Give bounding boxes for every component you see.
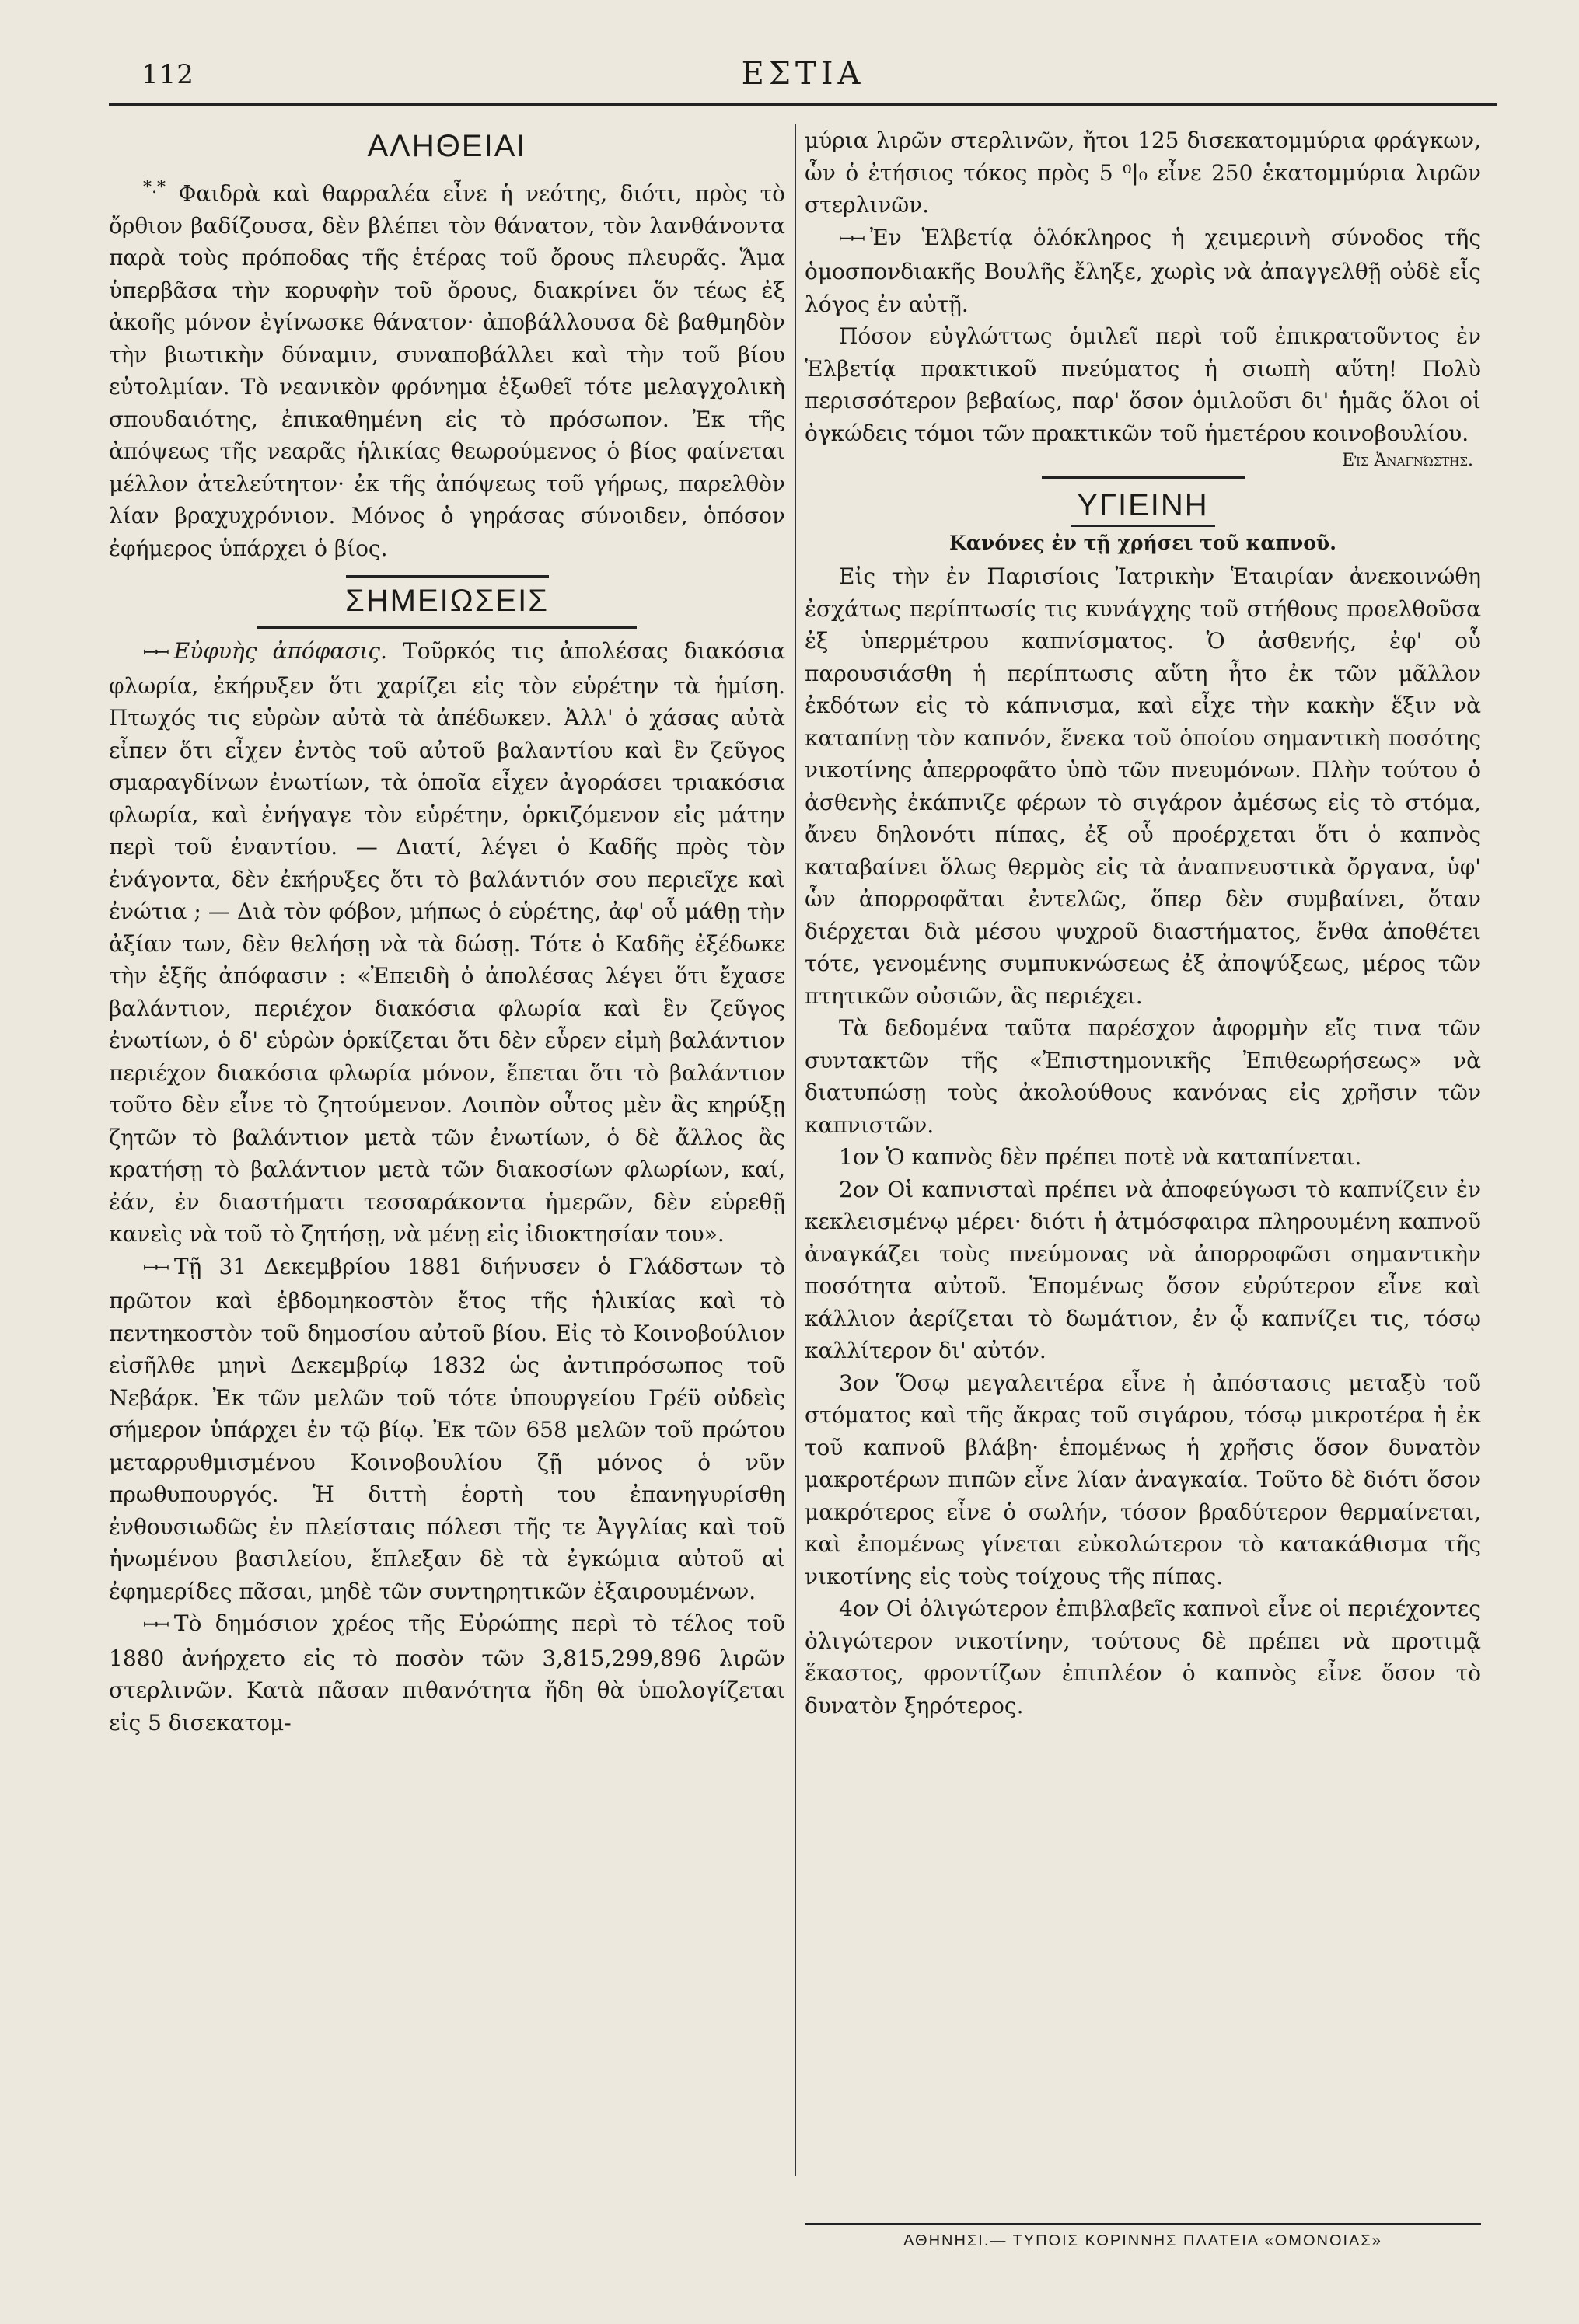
- section-divider: [346, 575, 549, 578]
- page-number: 112: [141, 59, 194, 90]
- column-divider: [795, 124, 796, 2176]
- note-bullet-icon: ꟷꟷ: [839, 229, 864, 249]
- hygiene-rule: 4ον Οἱ ὀλιγώτερον ἐπιβλαβεῖς καπνοὶ εἶνε οἱ περιέχοντες ὀλιγώτερον νικοτίνην, τούτους δὲ πρέπει νὰ προτιμᾷ ἕκαστος, φροντίζων ἐπιπλέον ὁ καπνὸς εἶνε ὅσον τὸ δυνατὸν ξηρότερος.: [805, 1596, 1481, 1719]
- continuation-paragraph: μύρια λιρῶν στερλινῶν, ἤτοι 125 δισεκατομμύρια φράγκων, ὧν ὁ ἐτήσιος τόκος πρὸς 5 ⁰|₀ εἶνε 250 ἑκατομμύρια λιρῶν στερλινῶν.: [805, 127, 1481, 218]
- note-paragraph: [805, 222, 1481, 321]
- hygiene-rule: 2ον Οἱ καπνισταὶ πρέπει νὰ ἀποφεύγωσι τὸ καπνίζειν ἐν κεκλεισμένῳ μέρει· διότι ἡ ἀτμόσφαιρα πληρουμένη καπνοῦ ἀναγκάζει τοὺς πνεύμονας νὰ ἀπορροφῶσι σημαντικὴν ποσότητα αὐτοῦ. Ἑπομένως ὅσον εὐρύτερον εἶνε καὶ κάλλιον ἀερίζεται τὸ δωμάτιον, ἐν ᾧ καπνίζει τις, τόσῳ καλλίτερον δι' αὐτόν.: [805, 1176, 1481, 1363]
- note-bullet-icon: ꟷꟷ: [143, 1258, 168, 1279]
- asterism-marker: *.*: [143, 178, 166, 197]
- note-paragraph: [109, 1251, 785, 1608]
- note-text: Τὸ δημόσιον χρέος τῆς Εὐρώπης περὶ τὸ τέλος τοῦ 1880 ἀνήρχετο εἰς τὸ ποσὸν τῶν 3,815,299,896 λιρῶν στερλινῶν. Κατὰ πᾶσαν πιθανότητα ἤδη θὰ ὑπολογίζεται εἰς 5 δισεκατομ-: [109, 1610, 785, 1736]
- aletheiai-text: Φαιδρὰ καὶ θαρραλέα εἶνε ἡ νεότης, διότι, πρὸς τὸ ὄρθιον βαδίζουσα, δὲν βλέπει τὸν θάνατον, τὸν λανθάνοντα παρὰ τοὺς πρόποδας τῆς ἑτέρας τοῦ ὄρους πλευρᾶς. Ἅμα ὑπερβᾶσα τὴν κορυφὴν τοῦ ὄρους, διακρίνει ὅν τέως ἐξ ἀκοῆς μόνον ἐγίνωσκε θάνατον· ἀποβάλλουσα δὲ βαθμηδὸν τὴν βιωτικὴν δύναμιν, συναποβάλλει καὶ τὴν τοῦ βίου εὐτολμίαν. Τὸ νεανικὸν φρόνημα ἐξωθεῖ τότε μελαγχολικὴ σπουδαιότης, ἐπικαθημένη εἰς τὸ πρόσωπον. Ἐκ τῆς ἀπόψεως τῆς νεαρᾶς ἡλικίας θεωρούμενος ὁ βίος φαίνεται μέλλον ἀτελεύτητον· ἐκ τῆς ἀπόψεως τοῦ γήρως, παρελθὸν λίαν βραχυχρόνιον. Μόνος ὁ γηράσας σύνοιδεν, ὁπόσον ἐφήμερος ὑπάρχει ὁ βίος.: [109, 180, 785, 561]
- hygiene-subtitle: Κανόνες ἐν τῇ χρήσει τοῦ καπνοῦ.: [949, 532, 1336, 554]
- note-text: Ἐν Ἑλβετίᾳ ὁλόκληρος ἡ χειμερινὴ σύνοδος τῆς ὁμοσπονδιακῆς Βουλῆς ἔληξε, χωρὶς νὰ ἀπαγγελθῇ οὐδὲ εἷς λόγος ἐν αὐτῇ.: [805, 224, 1481, 317]
- aletheiai-paragraph: [109, 172, 785, 564]
- signature: Εἰς Ἀναγνώστης.: [1342, 451, 1473, 470]
- note-bullet-icon: ꟷꟷ: [143, 1616, 168, 1636]
- journal-title: ΕΣΤΙΑ: [741, 56, 865, 92]
- running-head: [109, 53, 1497, 99]
- hygiene-rule: 3ον Ὅσῳ μεγαλειτέρα εἶνε ἡ ἀπόστασις μεταξὺ τοῦ στόματος καὶ τῆς ἄκρας τοῦ σιγάρου, τόσῳ μικροτέρα ἡ ἐκ τοῦ καπνοῦ βλάβη· ἑπομένως ἡ χρῆσις ὅσον δυνατὸν μακροτέρων πιπῶν εἶνε λίαν ἀναγκαία. Τοῦτο δὲ διότι ὅσον μακρότερος εἶνε ὁ σωλήν, τόσον βραδύτερον θερμαίνεται, καὶ ἐπομένως γίνεται εὐκολώτερον τὸ κατακάθισμα τῆς νικοτίνης εἰς τοὺς τοίχους τῆς πίπας.: [805, 1370, 1481, 1589]
- hygiene-paragraph: Τὰ δεδομένα ταῦτα παρέσχον ἀφορμὴν εἴς τινα τῶν συντακτῶν τῆς «Ἐπιστημονικῆς Ἐπιθεωρήσεως» νὰ διατυπώσῃ τοὺς ἀκολούθους κανόνας εἰς χρῆσιν τῶν καπνιστῶν.: [805, 1015, 1481, 1138]
- hygiene-paragraph: Εἰς τὴν ἐν Παρισίοις Ἰατρικὴν Ἑταιρίαν ἀνεκοινώθη ἐσχάτως περίπτωσίς τις κυνάγχης τοῦ στήθους προελθοῦσα ἐξ ὑπερμέτρου καπνίσματος. Ὁ ἀσθενής, ἐφ' οὗ παρουσιάσθη ἡ περίπτωσις αὕτη ἦτο ἐκ τῶν μᾶλλον ἐκδότων εἰς τὸ κάπνισμα, καὶ εἶχε τὴν κακὴν ἕξιν νὰ καταπίνῃ τὸν καπνόν, ἕνεκα τοῦ ὁποίου σημαντικὴ ποσότης νικοτίνης ἀπερροφᾶτο ὑπὸ τῶν πνευμόνων. Πλὴν τούτου ὁ ἀσθενὴς ἐκάπνιζε φέρων τὸ σιγάρον ἀμέσως εἰς τὸ στόμα, ἄνευ δηλονότι πίπας, ἐξ οὗ προέρχεται ὅτι ὁ καπνὸς καταβαίνει ὅλως θερμὸς εἰς τὰ ἀναπνευστικὰ ὄργανα, ὑφ' ὧν ἀπορροφᾶται ἐντελῶς, ὅπερ δὲν συμβαίνει, ὅταν διέρχεται διὰ μέσου ψυχροῦ διαστήματος, ἔνθα ἀποθέτει τότε, γενομένης συμπυκνώσεως ἐξ ἀποψύξεως, μέρος τῶν πτητικῶν οὐσιῶν, ἃς περιέχει.: [805, 564, 1481, 1009]
- section-title-hygiene: ΥΓΙΕΙΝΗ: [805, 488, 1481, 527]
- section-divider: [257, 626, 636, 629]
- note-text: Τῇ 31 Δεκεμβρίου 1881 διήνυσεν ὁ Γλάδστων τὸ πρῶτον καὶ ἑβδομηκοστὸν ἔτος τῆς ἡλικίας καὶ τὸ πεντηκοστὸν τοῦ δημοσίου αὐτοῦ βίου. Εἰς τὸ Κοινοβούλιον εἰσῆλθε μηνὶ Δεκεμβρίῳ 1832 ὡς ἀντιπρόσωπος τοῦ Νεβάρκ. Ἐκ τῶν μελῶν τοῦ τότε ὑπουργείου Γρέϋ οὐδεὶς σήμερον ὑπάρχει ἐν τῷ βίῳ. Ἐκ τῶν 658 μελῶν τοῦ πρώτου μεταρρυθμισμένου Κοινοβουλίου ζῇ μόνος ὁ νῦν πρωθυπουργός. Ἡ διττὴ ἑορτὴ του ἐπανηγυρίσθη ἐνθουσιωδῶς ἐν πλείσταις πόλεσι τῆς τε Ἀγγλίας καὶ τοῦ ἡνωμένου βασιλείου, ἔπλεξαν δὲ τὰ ἐγκώμια αὐτοῦ αἱ ἐφημερίδες πᾶσαι, μηδὲ τῶν συντηρητικῶν ἐξαιρουμένων.: [109, 1253, 785, 1604]
- left-column: [109, 124, 785, 1739]
- section-divider: [1042, 476, 1245, 479]
- switzerland-paragraph: Πόσον εὐγλώττως ὁμιλεῖ περὶ τοῦ ἐπικρατοῦντος ἐν Ἑλβετίᾳ πρακτικοῦ πνεύματος ἡ σιωπὴ αὕτη! Πολὺ περισσότερον βεβαίως, παρ' ὅσον ὁμιλοῦσι δι' ἡμᾶς ὅλοι οἱ ὀγκώδεις τόμοι τῶν πρακτικῶν τοῦ ἡμετέρου κοινοβουλίου.: [805, 323, 1481, 446]
- right-column: [805, 124, 1481, 1722]
- note-paragraph: [109, 635, 785, 1251]
- header-rule: [109, 103, 1497, 106]
- section-title-simeioseis: ΣΗΜΕΙΩΣΕΙΣ: [345, 584, 549, 619]
- hygiene-heading: [805, 488, 1481, 527]
- note-text: Τοῦρκός τις ἀπολέσας διακόσια φλωρία, ἐκήρυξεν ὅτι χαρίζει εἰς τὸν εὑρέτην τὰ ἡμίση. Πτωχός τις εὑρὼν αὐτὰ τὰ ἀπέδωκεν. Ἀλλ' ὁ χάσας αὐτὰ εἶπεν ὅτι εἶχεν ἐντὸς τοῦ αὐτοῦ βαλαντίου καὶ ἓν ζεῦγος σμαραγδίνων ἐνωτίων, τὰ ὁποῖα εἶχεν ἀγοράσει τριακόσια φλωρία, καὶ ἐνήγαγε τὸν εὑρέτην, ὁρκιζόμενον εἰς μάτην περὶ τοῦ ἐναντίου. — Διατί, λέγει ὁ Καδῆς πρὸς τὸν ἐνάγοντα, δὲν ἐκήρυξες ὅτι τὸ βαλάντιόν σου περιεῖχε καὶ ἐνώτια ; — Διὰ τὸν φόβον, μήπως ὁ εὑρέτης, ἀφ' οὗ μάθῃ τὴν ἀξίαν των, δὲν θελήσῃ νὰ τὰ δώσῃ. Τότε ὁ Καδῆς ἐξέδωκε τὴν ἑξῆς ἀπόφασιν : «Ἐπειδὴ ὁ ἀπολέσας λέγει ὅτι ἔχασε βαλάντιον, περιέχον διακόσια φλωρία καὶ ἓν ζεῦγος ἐνωτίων, ὁ δ' εὑρὼν ὁρκίζεται ὅτι δὲν εὗρεν εἰμὴ βαλάντιον περιέχον διακόσια φλωρία μόνον, ἕπεται ὅτι τὸ βαλάντιον τοῦτο δὲν εἶνε τὸ ζητούμενον. Λοιπὸν οὗτος μὲν ἂς κηρύξῃ ζητῶν τὸ βαλάντιον μετὰ τῶν ἐνωτίων, ὁ δὲ ἄλλος ἂς κρατήσῃ τὸ βαλάντιον μετὰ τῶν διακοσίων φλωρίων, καί, ἐάν, ἐν διαστήματι τεσσαράκοντα ἡμερῶν, δὲν εὑρεθῇ κανεὶς νὰ τοῦ τὸ ζητήσῃ, νὰ μένῃ εἰς ἰδιοκτησίαν του».: [109, 638, 785, 1247]
- section-title-aletheiai: ΑΛΗΘΕΙΑΙ: [367, 129, 527, 163]
- printer-imprint: ΑΘΗΝΗΣΙ.— ΤΥΠΟΙΣ ΚΟΡΙΝΝΗΣ ΠΛΑΤΕΙΑ «ΟΜΟΝΟΙΑΣ»: [903, 2232, 1382, 2249]
- note-paragraph: [109, 1607, 785, 1739]
- note-bullet-icon: ꟷꟷ: [143, 644, 168, 664]
- footer-rule: [805, 2223, 1481, 2225]
- note-lead: Εὐφυὴς ἀπόφασις.: [173, 638, 387, 665]
- hygiene-rule: 1ον Ὁ καπνὸς δὲν πρέπει ποτὲ νὰ καταπίνεται.: [839, 1144, 1362, 1170]
